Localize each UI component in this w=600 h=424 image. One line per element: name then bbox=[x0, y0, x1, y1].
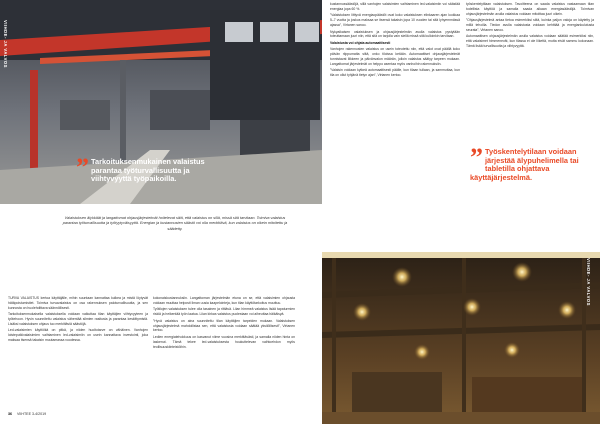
bottom-photo-warehouse bbox=[322, 252, 600, 424]
photo-caption: Valaistuksen älykkäät ja langattomat ohjausjärjestelmät hoitelevat siitä, että valaistus on sillä, missä sitä tarvitaan. Toimiva valaistus parantaa työturvallisuutta ja työtyytyväisyyttä. Energian ja kustannusten säästö voi olla merkittävä, kun valaistus on oikein mitoitettu ja säädetty. bbox=[62, 216, 288, 231]
top-photo-quote-text: Tarkoituksenmukainen valaistus parantaa työturvallisuutta ja viihtyvyyttä työpaikoilla. bbox=[91, 157, 205, 184]
column-bottom-left bbox=[8, 296, 148, 345]
right-pull-quote-text: Työskentelytilaan voidaan järjestää älypuhelimella tai tabletilla ohjattava käyttäjärjestelmä. bbox=[470, 147, 579, 182]
quote-mark-icon: ” bbox=[470, 143, 483, 172]
paragraph: TURVA VALAISTUS kertoa käyttäjälle, mihin suuntaan kannattaa kulkea ja mistä löytyvät hätäpoistumistiet. Toimiva turvavalaistus on osa rakennuksen paloturvallisuutta, ja sen kunnosta on huolehdittava säännöllisesti. bbox=[8, 296, 148, 310]
side-label-bottom: VIIHDE- JA VALVOS bbox=[586, 258, 591, 306]
top-photo-quote bbox=[76, 153, 206, 184]
paragraph: Nykyaikaisen valaistuksen ja ohjausjärjestelmän avulla valaistus pystytään toteuttamaan juuri niin, että sitä on tarjolla vain siellä missä sitä kulloinkin tarvitaan. bbox=[330, 29, 460, 39]
paragraph: Tarkoituksenmukaisella valaistuksella voidaan vaikuttaa tilan käyttäjien viihtyvyyteen ja työtehoon. Hyvin suunniteltu valaistus vähentää silmien rasitusta ja parantaa keskittymistä. Lisäksi valaistuksen ohjaus tuo merkittäviä säästöjä. bbox=[8, 312, 148, 327]
footer bbox=[8, 412, 46, 416]
paragraph: Työtilojen valaistuksen tulee olla tasainen ja riittävä. Liian himmeä valaistus lisää tapaturmien riskiä ja heikentää työn laatua. Liian kirkas valaistus puolestaan voi aiheuttaa häikäisyä. bbox=[153, 307, 295, 317]
paragraph: kustannussäästöjä, sillä vanhojen valaisimien vaihtaminen led-valaisimiin voi säästää energiaa jopa 60 %. bbox=[330, 2, 460, 11]
paragraph: Automaattisen ohjausjärjestelmän avulla valaistus voidaan säätää esimerkiksi niin, että valaisimet himmenevät, kun tilassa ei ole liikettä, mutta eivät sammu kokonaan. Tämä lisää turvallisuutta ja viihtyvyyttä. bbox=[466, 34, 594, 49]
paragraph: työskentelytilaan valaistuksen. Tavoitteena on saada valaistus vastaamaan tilan todellista käyttöä ja samalla saada aikaan energiasäästöjä. Toimivan ohjausjärjestelmän avulla valaistus voidaan mitoittaa juuri oikein. bbox=[466, 2, 594, 16]
page-number: 36 bbox=[8, 412, 12, 416]
paragraph: Vanhojen rakennusten valaistus on usein toteutettu niin, että valot ovat päällä koko päivän riippumatta siitä, onko tiloissa ketään. Automaattiset ohjausjärjestelmät tunnistavat liikkeen ja päivänvalon määrän, jolloin valaistus säätyy tarpeen mukaan. Langattomat järjestelmät on helppo asentaa myös vanhoihin rakennuksiin. bbox=[330, 47, 460, 66]
column-top-right bbox=[466, 2, 594, 51]
paragraph: ”Valaisin voidaan kytkeä automaattisesti päälle, kun tilaan tullaan, ja sammuttaa, kun tila on ollut tyhjänä tietyn ajan”, Virtanen kertoo. bbox=[330, 68, 460, 78]
side-label-top: VIIHDE- JA VALVOS bbox=[3, 20, 8, 68]
column-bottom-mid bbox=[153, 296, 295, 351]
magazine-name: VIIHTEE 3-4/2019 bbox=[17, 412, 47, 416]
subheading-text: Valaistusta voi ohjata automaattisesti bbox=[330, 40, 391, 45]
quote-mark-icon: ” bbox=[76, 153, 89, 182]
paragraph: ”Valaistuksen liittyvä energiaopäästöt ovat koko valaistuksen elinkaaren ajan luokkaa 5–7 vuotta ja joskus maksaa se itsensä takaisin jopa 10 vuoden tai sitä lyhyemmässä ajassa”, Virtanen sanoo. bbox=[330, 13, 460, 28]
paragraph: Led-valaisimien käyttöikä on pitkä, ja niiden huoltotarve on vähäinen. Vanhojen loisteputkivalaisimien vaihtaminen led-valaisimiin on usein kannattava investointi, joka maksaa itsensä takaisin muutamassa vuodessa. bbox=[8, 328, 148, 343]
paragraph: ”Ohjausjärjestelmä antaa tietoa esimerkiksi siitä, kuinka paljon valoja on käytetty ja millä tehoilla. Tiedon avulla valaistusta voidaan kehittää ja energiankulutusta seurata”, Virtanen sanoo. bbox=[466, 18, 594, 33]
right-pull-quote bbox=[470, 143, 594, 182]
paragraph: kokonaiskustannuksiin. Langattoman järjestelmän etuna on se, että valaisimien ohjausta voidaan muuttaa helposti ilman uusia kaapelointeja, kun tilan käyttötarkoitus muuttuu. bbox=[153, 296, 295, 305]
paragraph: ”Hyvä valaistus on aina suunniteltu tilan käyttäjien tarpeiden mukaan. Valaistuksen ohjausjärjestelmä mahdollistaa sen, että valaistusta voidaan säätää yksilöllisesti”, Virtanen kertoo. bbox=[153, 318, 295, 333]
paragraph: Ledien energiatehokkuus on kasvanut viime vuosina merkittävästi, ja samalla niiden hinta on laskenut. Tämä tekee led-valaistuksesta houkuttelevan vaihtoehdon myös teollisuuskiinteistöihin. bbox=[153, 334, 295, 349]
column-top-mid bbox=[330, 2, 460, 80]
subheading bbox=[330, 41, 460, 46]
